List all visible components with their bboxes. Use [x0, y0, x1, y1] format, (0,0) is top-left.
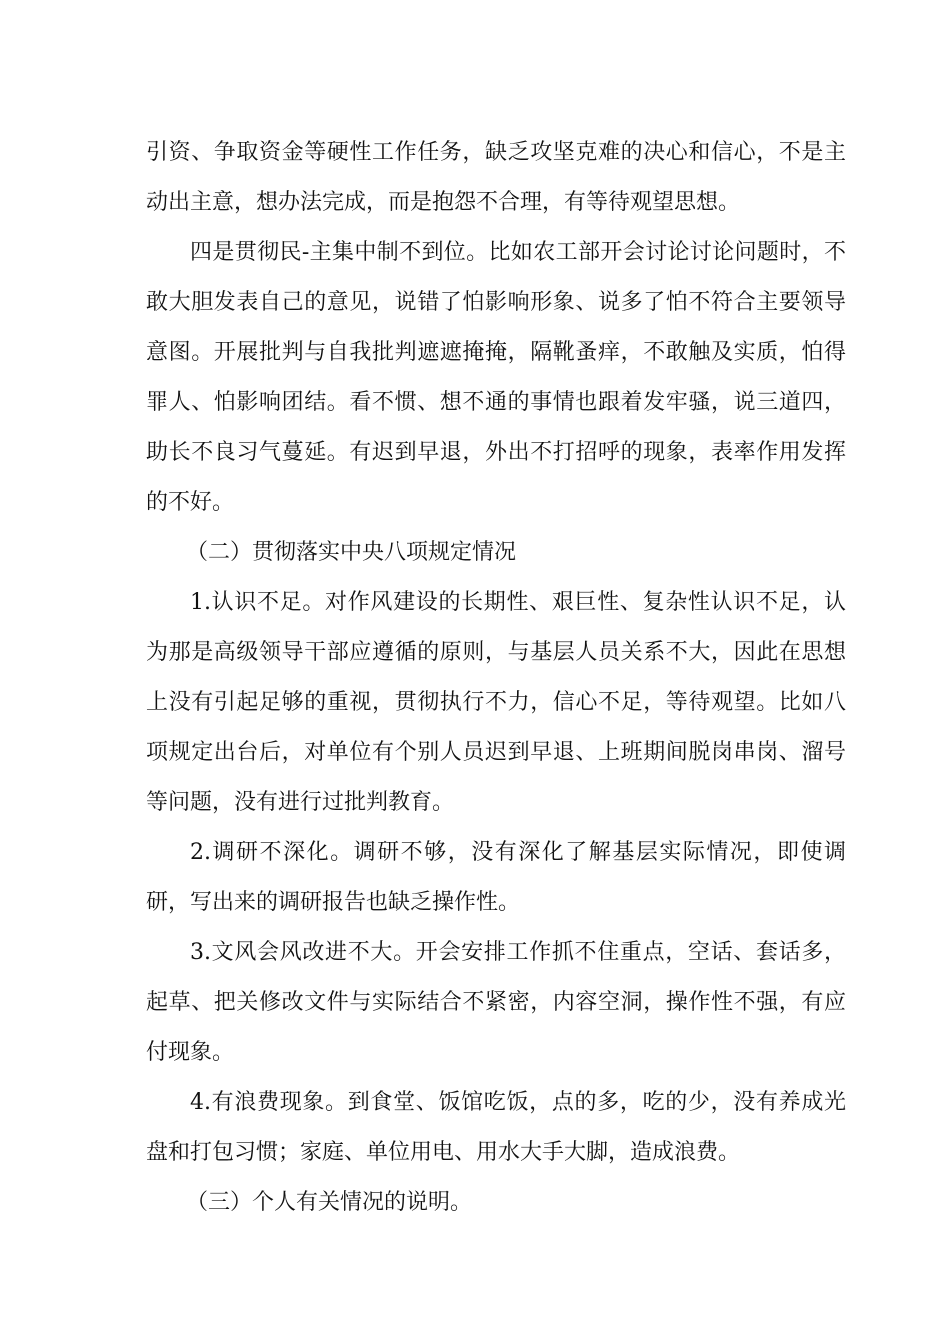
paragraph-item-2: 2.调研不深化。调研不够，没有深化了解基层实际情况，即使调研，写出来的调研报告也缺乏操作性。 [146, 840, 846, 915]
paragraph-item-3: 3.文风会风改进不大。开会安排工作抓不住重点，空话、套话多，起草、把关修改文件与实际结合不紧密，内容空洞，操作性不强，有应付现象。 [146, 940, 846, 1065]
paragraph-item-4: 4.有浪费现象。到食堂、饭馆吃饭，点的多，吃的少，没有养成光盘和打包习惯；家庭、单位用电、用水大手大脚，造成浪费。 [146, 1090, 846, 1165]
document-body [146, 128, 846, 1228]
paragraph-item-1: 1.认识不足。对作风建设的长期性、艰巨性、复杂性认识不足，认为那是高级领导干部应遵循的原则，与基层人员关系不大，因此在思想上没有引起足够的重视，贯彻执行不力，信心不足，等待观望。比如八项规定出台后，对单位有个别人员迟到早退、上班期间脱岗串岗、溜号等问题，没有进行过批判教育。 [146, 590, 846, 815]
section-heading-three: （三）个人有关情况的说明。 [186, 1190, 473, 1215]
paragraph-continuation: 引资、争取资金等硬性工作任务，缺乏攻坚克难的决心和信心，不是主动出主意，想办法完成，而是抱怨不合理，有等待观望思想。 [146, 140, 846, 215]
section-heading-two: （二）贯彻落实中央八项规定情况 [186, 540, 517, 565]
paragraph-point-four: 四是贯彻民-主集中制不到位。比如农工部开会讨论讨论问题时，不敢大胆发表自己的意见，说错了怕影响形象、说多了怕不符合主要领导意图。开展批判与自我批判遮遮掩掩，隔靴蚤痒，不敢触及实质，怕得罪人、怕影响团结。看不惯、想不通的事情也跟着发牢骚，说三道四，助长不良习气蔓延。有迟到早退，外出不打招呼的现象，表率作用发挥的不好。 [146, 240, 846, 515]
